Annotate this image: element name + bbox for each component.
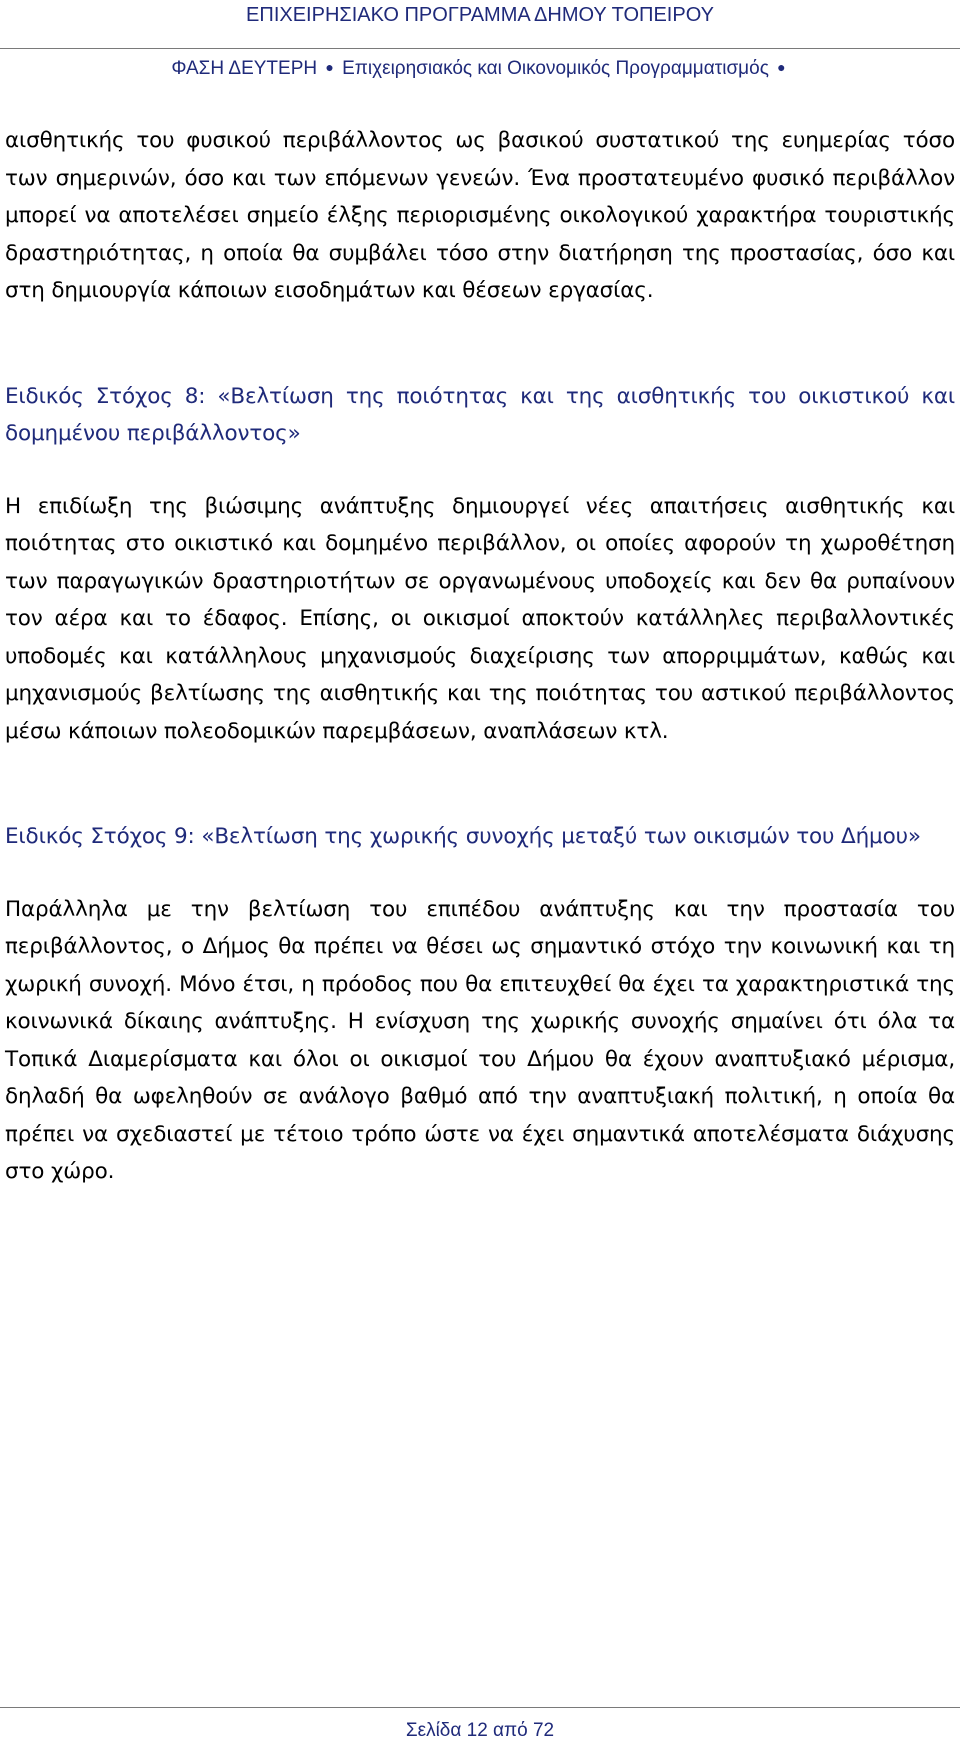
- intro-paragraph: αισθητικής του φυσικού περιβάλλοντος ως βασικού συστατικού της ευημερίας τόσο των σημερινών, όσο και των επόμενων γενεών. Ένα προστατευμένο φυσικό περιβάλλον μπορεί να αποτελέσει σημείο έλξης περιορισμένης οικολογικού χαρακτήρα τουριστικής δραστηριότητας, η οποία θα συμβάλει τόσο στην διατήρηση της προστασίας, όσο και στη δημιουργία κάποιων εισοδημάτων και θέσεων εργασίας.: [5, 128, 955, 303]
- page-footer: [0, 1707, 960, 1744]
- goal-8-paragraph: Η επιδίωξη της βιώσιμης ανάπτυξης δημιουργεί νέες απαιτήσεις αισθητικής και ποιότητας στο οικιστικό και δομημένο περιβάλλον, οι οποίες αφορούν τη χωροθέτηση των παραγωγικών δραστηριοτήτων σε οργανωμένους υποδοχείς και δεν θα ρυπαίνουν τον αέρα και το έδαφος. Επίσης, οι οικισμοί αποκτούν κατάλληλες περιβαλλοντικές υποδομές και κατάλληλους μηχανισμούς διαχείρισης των απορριμμάτων, καθώς και μηχανισμούς βελτίωσης της αισθητικής και της ποιότητας του αστικού περιβάλλοντος μέσω κάποιων πολεοδομικών παρεμβάσεων, αναπλάσεων κτλ.: [5, 493, 955, 744]
- section-label: Επιχειρησιακός και Οικονομικός Προγραμματισμός: [342, 58, 769, 79]
- document-title: ΕΠΙΧΕΙΡΗΣΙΑΚΟ ΠΡΟΓΡΑΜΜΑ ΔΗΜΟΥ ΤΟΠΕΙΡΟΥ: [246, 4, 714, 26]
- bullet-icon: ●: [325, 59, 334, 75]
- goal-8-heading: Ειδικός Στόχος 8: «Βελτίωση της ποιότητας και της αισθητικής του οικιστικού και δομημένου περιβάλλοντος»: [5, 383, 955, 446]
- document-body: [5, 122, 955, 1191]
- page-number: Σελίδα 12 από 72: [405, 1720, 555, 1741]
- page-header: [0, 0, 960, 49]
- goal-9-heading: Ειδικός Στόχος 9: «Βελτίωση της χωρικής συνοχής μεταξύ των οικισμών του Δήμου»: [5, 824, 921, 849]
- goal-9-paragraph: Παράλληλα με την βελτίωση του επιπέδου ανάπτυξης και την προστασία του περιβάλλοντος, ο Δήμος θα πρέπει να θέσει ως σημαντικό στόχο την κοινωνική και τη χωρική συνοχή. Μόνο έτσι, η πρόοδος που θα επιτευχθεί θα έχει τα χαρακτηριστικά της κοινωνικά δίκαιης ανάπτυξης. Η ενίσχυση της χωρικής συνοχής σημαίνει ότι όλα τα Τοπικά Διαμερίσματα και όλοι οι οικισμοί του Δήμου θα έχουν αναπτυξιακό μέρισμα, δηλαδή θα ωφεληθούν σε ανάλογο βαθμό από την αναπτυξιακή πολιτική, η οποία θα πρέπει να σχεδιαστεί με τέτοιο τρόπο ώστε να έχει σημαντικά αποτελέσματα διάχυσης στο χώρο.: [5, 896, 955, 1184]
- phase-label: ΦΑΣΗ ΔΕΥΤΕΡΗ: [171, 58, 318, 79]
- bullet-icon: ●: [777, 59, 786, 75]
- section-subheader: [0, 58, 960, 80]
